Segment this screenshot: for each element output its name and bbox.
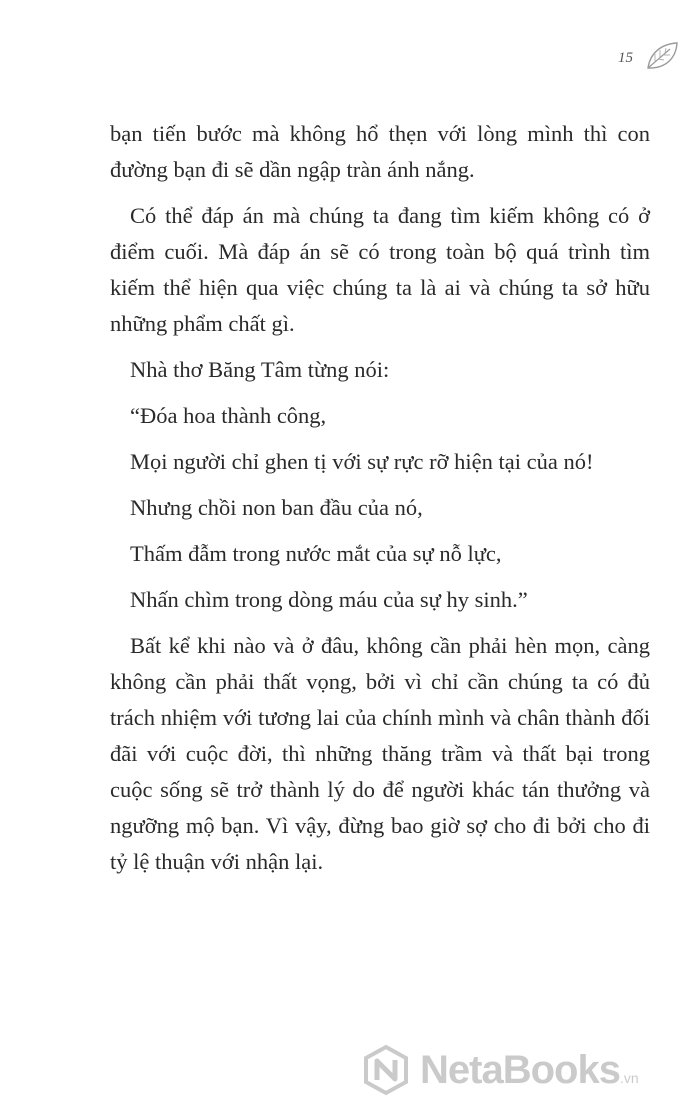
quote-intro: Nhà thơ Băng Tâm từng nói: (130, 357, 390, 382)
poem-line: Thấm đẫm trong nước mắt của sự nỗ lực, (130, 541, 502, 566)
poem-line: Nhưng chồi non ban đầu của nó, (130, 495, 423, 520)
paragraph: bạn tiến bước mà không hổ thẹn với lòng mình thì con đường bạn đi sẽ dần ngập tràn ánh nắng. (110, 121, 650, 182)
paragraph: Bất kể khi nào và ở đâu, không cần phải hèn mọn, càng không cần phải thất vọng, bởi vì chỉ cần chúng ta có đủ trách nhiệm với tương lai của chính mình và chân thành đối đãi với cuộc đời, thì những thăng trầm và thất bại trong cuộc sống sẽ trở thành lý do để người khác tán thưởng và ngưỡng mộ bạn. Vì vậy, đừng bao giờ sợ cho đi bởi cho đi tỷ lệ thuận với nhận lại. (110, 633, 650, 874)
poem-line: “Đóa hoa thành công, (130, 403, 327, 428)
leaf-icon (644, 40, 680, 72)
watermark (360, 1040, 690, 1100)
page-body (110, 116, 650, 880)
paragraph: Có thể đáp án mà chúng ta đang tìm kiếm không có ở điểm cuối. Mà đáp án sẽ có trong toàn bộ quá trình tìm kiếm thể hiện qua việc chúng ta là ai và chúng ta sở hữu những phẩm chất gì. (110, 203, 650, 336)
watermark-text: NetaBooks.vn (420, 1047, 639, 1092)
poem-line: Nhấn chìm trong dòng máu của sự hy sinh.” (130, 587, 528, 612)
page-number: 15 (618, 50, 633, 66)
netabooks-logo-icon (360, 1044, 412, 1096)
poem-line: Mọi người chỉ ghen tị với sự rực rỡ hiện tại của nó! (130, 449, 594, 474)
